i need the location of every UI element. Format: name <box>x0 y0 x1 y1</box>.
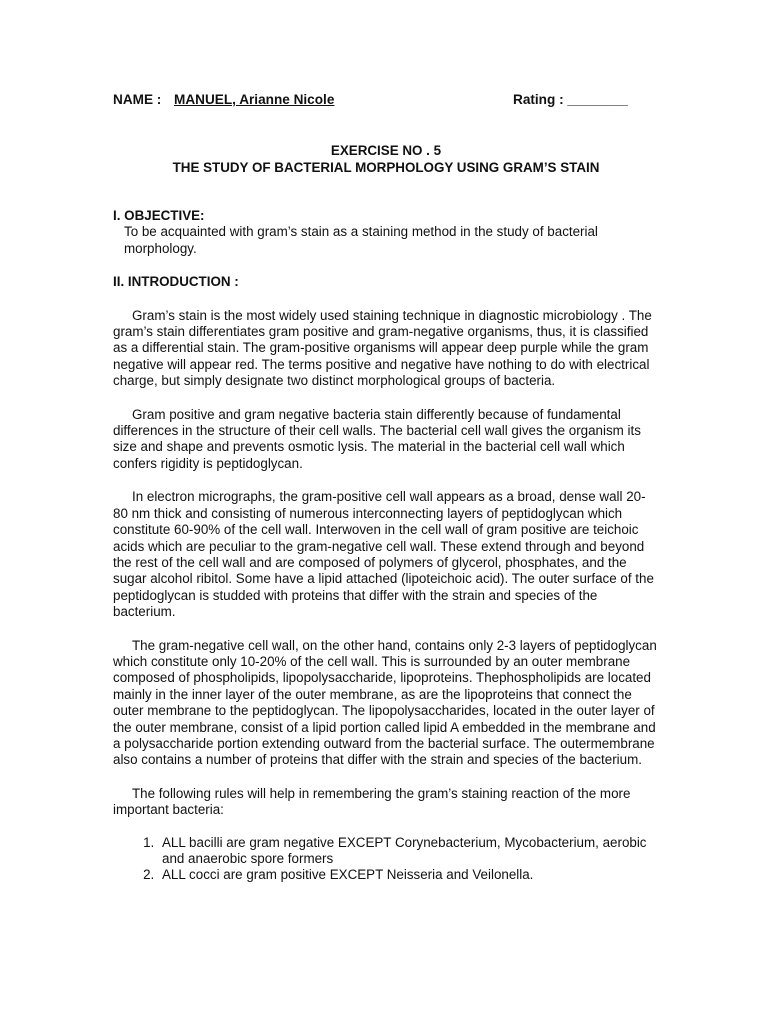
objective-text: To be acquainted with gram’s stain as a staining method in the study of bacterial morphology. <box>124 224 598 256</box>
objective-heading: I. OBJECTIVE: <box>113 208 205 223</box>
list-item: 2. ALL cocci are gram positive EXCEPT Neisseria and Veilonella. <box>158 867 659 883</box>
intro-paragraph: Gram positive and gram negative bacteria stain differently because of fundamental differences in the structure of their cell walls. The bacterial cell wall gives the organism its size and shape and prevents osmotic lysis. The material in the bacterial cell wall which confers rigidity is peptidoglycan. <box>113 406 641 471</box>
name-label: NAME : <box>113 92 162 107</box>
exercise-number: EXERCISE NO . 5 <box>330 143 442 158</box>
intro-paragraph: In electron micrographs, the gram-positive cell wall appears as a broad, dense wall 20-80 nm thick and consisting of numerous interconnecting layers of peptidoglycan which constitute 60-90% of the cell wall. Interwoven in the cell wall of gram positive are teichoic acids which are peculiar to the gram-negative cell wall. These extend through and beyond the rest of the cell wall and are composed of polymers of glycerol, phosphates, and the sugar alcohol ribitol. Some have a lipid attached (lipoteichoic acid). The outer surface of the peptidoglycan is studded with proteins that differ with the strain and species of the bacterium. <box>113 489 654 620</box>
exercise-title: THE STUDY OF BACTERIAL MORPHOLOGY USING GRAM’S STAIN <box>172 160 600 175</box>
list-item: 1. ALL bacilli are gram negative EXCEPT Corynebacterium, Mycobacterium, aerobic and anaerobic spore formers <box>158 835 659 868</box>
header-row <box>113 92 659 110</box>
introduction-heading: II. INTRODUCTION : <box>113 274 239 290</box>
student-name: MANUEL, Arianne Nicole <box>174 92 335 107</box>
intro-paragraph: The gram-negative cell wall, on the other hand, contains only 2-3 layers of peptidoglycan which constitute only 10-20% of the cell wall. This is surrounded by an outer membrane composed of phospholipids, lipopolysaccharide, lipoproteins. Thephospholipids are located mainly in the inner layer of the outer membrane, as are the lipoproteins that connect the outer membrane to the peptidoglycan. The lipopolysaccharides, located in the outer layer of the outer membrane, consist of a lipid portion called lipid A embedded in the membrane and a polysaccharide portion extending outward from the bacterial surface. The outermembrane also contains a number of proteins that differ with the strain and species of the bacterium. <box>113 637 657 768</box>
rating-field: Rating : ________ <box>513 92 628 107</box>
intro-paragraph: Gram’s stain is the most widely used staining technique in diagnostic microbiology . The gram’s stain differentiates gram positive and gram-negative organisms, thus, it is classified as a differential stain. The gram-positive organisms will appear deep purple while the gram negative will appear red. The terms positive and negative have nothing to do with electrical charge, but simply designate two distinct morphological groups of bacteria. <box>113 307 652 389</box>
intro-paragraph: The following rules will help in remembering the gram’s staining reaction of the more important bacteria: <box>113 785 631 818</box>
exercise-heading <box>113 142 659 176</box>
rules-list <box>113 835 659 884</box>
document-page <box>113 92 659 884</box>
